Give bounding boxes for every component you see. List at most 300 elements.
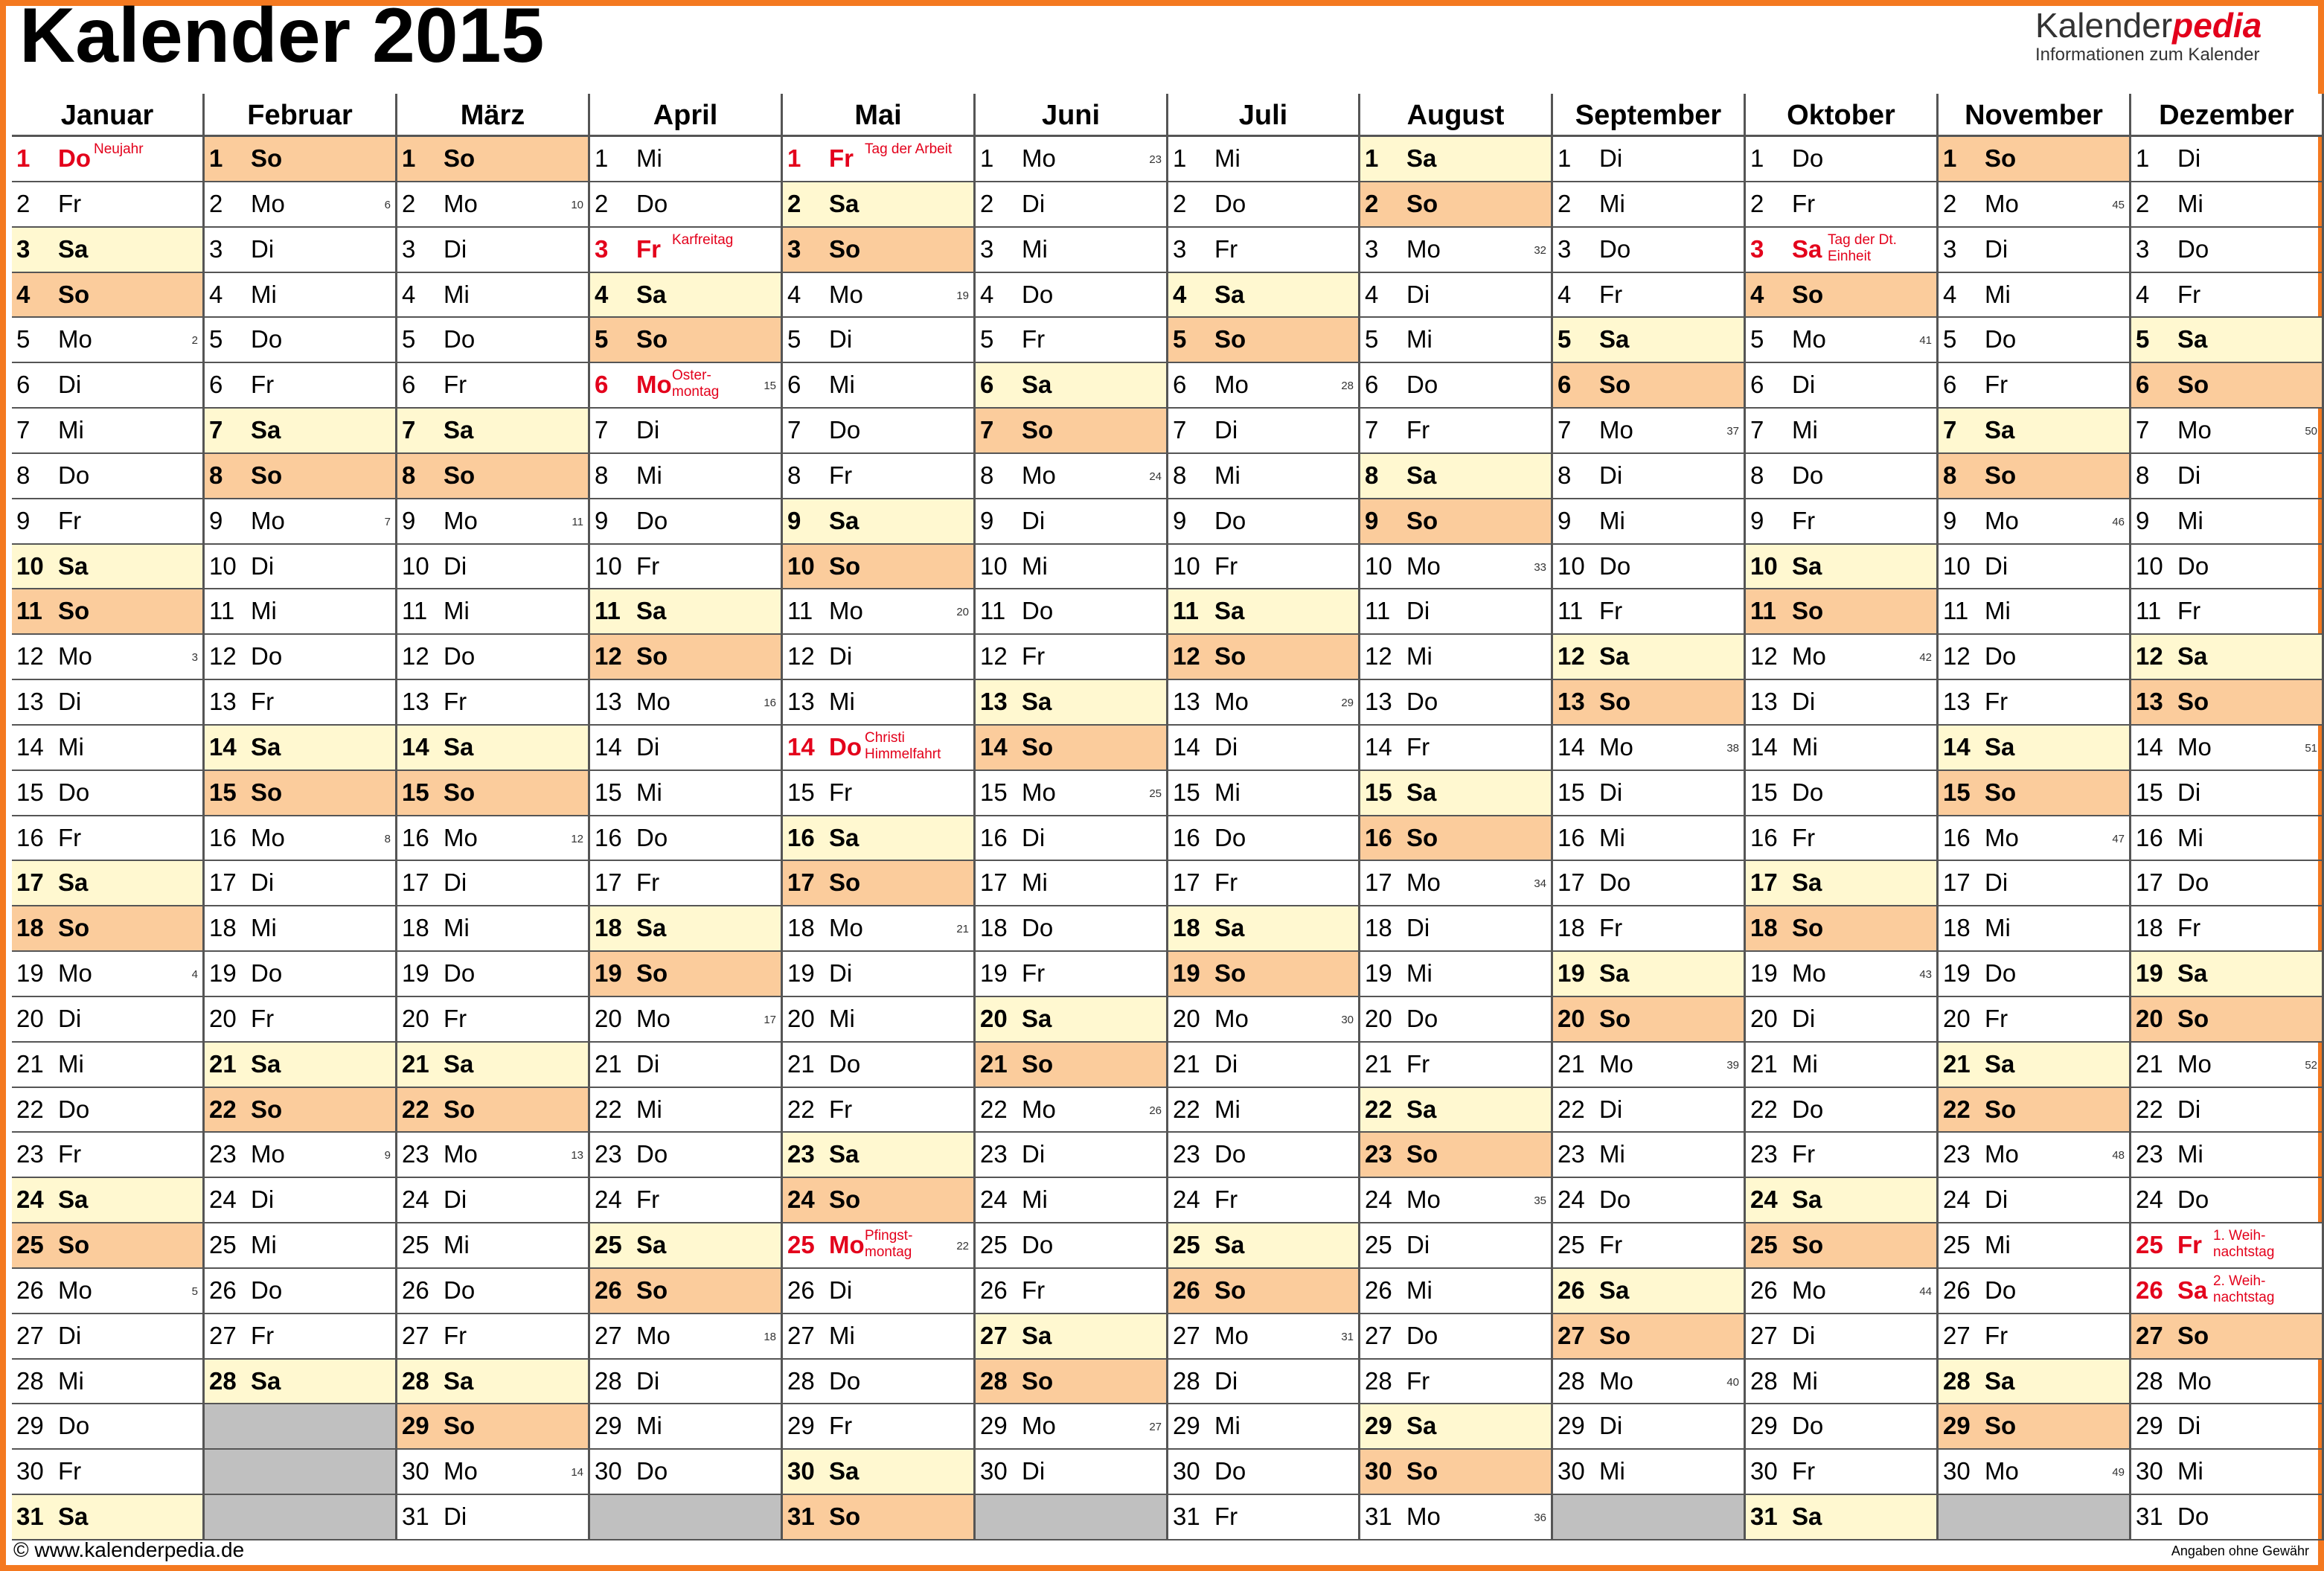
weekday-label: Di (251, 552, 275, 580)
day-number: 31 (1173, 1503, 1200, 1530)
weekday-label: Do (251, 1276, 283, 1304)
day-cell (1553, 680, 1746, 726)
weekday-label: Sa (1022, 1005, 1052, 1032)
weekday-label: Sa (1792, 1503, 1822, 1530)
day-number: 7 (1558, 416, 1572, 444)
day-number: 17 (1365, 868, 1392, 896)
day-cell (1360, 182, 1553, 228)
day-cell (1939, 1043, 2131, 1088)
day-number: 23 (1943, 1140, 1971, 1168)
day-cell (2131, 726, 2324, 771)
day-cell (1746, 680, 1939, 726)
day-number: 28 (595, 1367, 622, 1395)
day-number: 15 (16, 778, 44, 806)
weekday-label: Sa (1985, 733, 2015, 761)
day-number: 12 (209, 642, 237, 670)
day-cell (2131, 273, 2324, 318)
day-number: 4 (2136, 281, 2150, 308)
day-number: 24 (402, 1186, 429, 1213)
day-cell (783, 454, 976, 499)
day-number: 12 (2136, 642, 2163, 670)
day-number: 14 (209, 733, 237, 761)
day-number: 1 (209, 144, 223, 172)
weekday-label: Do (1985, 325, 2017, 353)
day-number: 28 (1173, 1367, 1200, 1395)
day-number: 8 (402, 461, 416, 489)
day-number: 16 (1750, 824, 1778, 851)
day-number: 14 (1173, 733, 1200, 761)
day-number: 22 (980, 1095, 1008, 1123)
day-cell (783, 589, 976, 635)
day-number: 7 (1365, 416, 1379, 444)
day-cell (1168, 952, 1360, 997)
day-number: 8 (1365, 461, 1379, 489)
day-cell (1360, 771, 1553, 816)
weekday-label: Sa (1406, 461, 1437, 489)
weekday-label: So (444, 461, 476, 489)
weekday-label: Mi (251, 281, 277, 308)
day-cell (976, 363, 1168, 409)
day-cell (205, 589, 397, 635)
day-number: 17 (595, 868, 622, 896)
day-cell (2131, 182, 2324, 228)
day-number: 15 (787, 778, 815, 806)
day-number: 23 (2136, 1140, 2163, 1168)
day-cell (1939, 816, 2131, 861)
day-cell (1553, 499, 1746, 545)
day-cell (1168, 454, 1360, 499)
weekday-label: Do (1214, 190, 1246, 217)
week-number: 23 (1149, 153, 1162, 166)
day-cell (976, 1404, 1168, 1450)
weekday-label: Mi (58, 416, 84, 444)
day-number: 10 (402, 552, 429, 580)
weekday-label: So (251, 1095, 283, 1123)
weekday-label: Do (58, 144, 91, 172)
day-number: 8 (16, 461, 31, 489)
day-number: 23 (980, 1140, 1008, 1168)
day-number: 9 (1943, 507, 1957, 534)
day-cell (1360, 816, 1553, 861)
day-cell (1746, 1269, 1939, 1314)
day-number: 5 (595, 325, 609, 353)
day-cell (783, 409, 976, 454)
day-cell (590, 1360, 783, 1404)
day-cell (205, 997, 397, 1043)
day-cell (590, 1178, 783, 1223)
week-number: 36 (1534, 1511, 1546, 1524)
holiday-name: Tag der Arbeit (865, 141, 953, 157)
day-cell (1168, 363, 1360, 409)
day-number: 21 (209, 1050, 237, 1078)
day-number: 20 (1943, 1005, 1971, 1032)
weekday-label: Mi (1022, 868, 1048, 896)
weekday-label: Di (1599, 1095, 1623, 1123)
weekday-label: Mi (1022, 552, 1048, 580)
day-number: 26 (1943, 1276, 1971, 1304)
day-cell (1168, 1088, 1360, 1133)
weekday-label: Mi (1599, 824, 1625, 851)
day-cell (1939, 1223, 2131, 1269)
day-cell (1746, 182, 1939, 228)
day-cell (976, 1178, 1168, 1223)
day-number: 22 (2136, 1095, 2163, 1123)
day-number: 25 (1365, 1231, 1392, 1258)
day-cell (590, 861, 783, 906)
day-cell (1746, 273, 1939, 318)
weekday-label: So (636, 959, 668, 987)
day-number: 9 (402, 507, 416, 534)
holiday-name: Tag der Dt. Einheit (1828, 232, 1897, 264)
weekday-label: Fr (2177, 1231, 2202, 1258)
weekday-label: Mi (58, 733, 84, 761)
day-cell (1746, 816, 1939, 861)
day-cell (1746, 1360, 1939, 1404)
day-cell (783, 1133, 976, 1178)
weekday-label: So (2177, 1005, 2209, 1032)
weekday-label: Fr (251, 688, 275, 715)
day-cell (590, 1404, 783, 1450)
weekday-label: Do (1022, 281, 1054, 308)
weekday-label: Do (636, 190, 668, 217)
day-number: 1 (1365, 144, 1379, 172)
day-cell (397, 137, 590, 182)
week-number: 17 (764, 1014, 776, 1026)
day-cell (12, 952, 205, 997)
weekday-label: Fr (1214, 1503, 1238, 1530)
day-cell (397, 1360, 590, 1404)
weekday-label: So (829, 235, 861, 263)
day-number: 28 (980, 1367, 1008, 1395)
week-number: 29 (1341, 697, 1354, 709)
day-cell (12, 635, 205, 680)
day-number: 21 (16, 1050, 44, 1078)
week-number: 10 (571, 199, 583, 211)
day-cell (205, 906, 397, 952)
weekday-label: Di (1022, 507, 1046, 534)
day-cell (1553, 1269, 1746, 1314)
weekday-label: Do (58, 778, 90, 806)
day-cell (397, 1088, 590, 1133)
day-number: 2 (209, 190, 223, 217)
day-cell (205, 1043, 397, 1088)
weekday-label: Sa (251, 1050, 281, 1078)
weekday-label: Mi (58, 1367, 84, 1395)
day-cell (1168, 1043, 1360, 1088)
day-number: 15 (402, 778, 429, 806)
day-cell (1553, 1404, 1746, 1450)
day-cell (976, 680, 1168, 726)
day-number: 20 (787, 1005, 815, 1032)
day-number: 22 (1943, 1095, 1971, 1123)
weekday-label: Di (1985, 1186, 2008, 1213)
day-cell (1360, 1133, 1553, 1178)
weekday-label: So (444, 1095, 476, 1123)
weekday-label: Di (1406, 597, 1430, 624)
day-number: 5 (787, 325, 801, 353)
weekday-label: Mi (444, 597, 470, 624)
weekday-label: Fr (251, 1322, 275, 1349)
weekday-label: Mo (1599, 1050, 1633, 1078)
weekday-label: Do (1985, 642, 2017, 670)
day-number: 8 (787, 461, 801, 489)
day-cell (205, 1088, 397, 1133)
day-number: 3 (787, 235, 801, 263)
day-number: 29 (1173, 1412, 1200, 1439)
weekday-label: Fr (829, 1095, 853, 1123)
day-number: 7 (980, 416, 994, 444)
day-number: 31 (787, 1503, 815, 1530)
day-number: 12 (1558, 642, 1585, 670)
weekday-label: Fr (444, 1005, 467, 1032)
day-cell (1168, 771, 1360, 816)
weekday-label: Sa (636, 914, 667, 941)
day-number: 25 (16, 1231, 44, 1258)
day-cell (1939, 1360, 2131, 1404)
day-number: 12 (1750, 642, 1778, 670)
weekday-label: Mo (1406, 552, 1441, 580)
weekday-label: Mo (1599, 1367, 1633, 1395)
day-number: 1 (595, 144, 609, 172)
weekday-label: Fr (1599, 914, 1623, 941)
day-number: 30 (16, 1457, 44, 1485)
weekday-label: Mo (1985, 190, 2019, 217)
day-cell (397, 1450, 590, 1495)
day-number: 12 (1943, 642, 1971, 670)
day-number: 26 (1750, 1276, 1778, 1304)
day-number: 17 (402, 868, 429, 896)
day-cell (12, 409, 205, 454)
day-number: 22 (787, 1095, 815, 1123)
weekday-label: Di (1599, 461, 1623, 489)
day-cell (12, 726, 205, 771)
weekday-label: Mi (1792, 1050, 1818, 1078)
weekday-label: Mi (636, 144, 662, 172)
weekday-label: So (58, 1231, 90, 1258)
day-number: 19 (2136, 959, 2163, 987)
week-number: 50 (2305, 425, 2317, 438)
day-number: 2 (1173, 190, 1187, 217)
day-cell (590, 273, 783, 318)
weekday-label: Mo (829, 1231, 865, 1258)
weekday-label: Fr (2177, 597, 2201, 624)
weekday-label: Sa (636, 597, 667, 624)
weekday-label: So (829, 1186, 861, 1213)
day-number: 6 (595, 371, 609, 398)
weekday-label: Mi (444, 1231, 470, 1258)
calendar-grid (12, 94, 2324, 1540)
weekday-label: Mo (1214, 688, 1249, 715)
day-number: 7 (402, 416, 416, 444)
weekday-label: Mi (1985, 1231, 2011, 1258)
day-cell (205, 1133, 397, 1178)
day-number: 11 (787, 597, 813, 624)
day-cell (976, 771, 1168, 816)
weekday-label: Do (829, 733, 862, 761)
day-cell (1553, 997, 1746, 1043)
day-cell (1360, 1043, 1553, 1088)
day-cell (590, 726, 783, 771)
weekday-label: So (444, 144, 476, 172)
weekday-label: So (1022, 416, 1054, 444)
weekday-label: Mo (444, 1140, 478, 1168)
day-number: 12 (595, 642, 622, 670)
day-number: 27 (1943, 1322, 1971, 1349)
day-cell (2131, 1043, 2324, 1088)
brand-name-main: Kalender (2035, 6, 2173, 45)
day-number: 3 (1173, 235, 1187, 263)
weekday-label: Mi (2177, 507, 2203, 534)
weekday-label: Do (1214, 507, 1246, 534)
day-number: 26 (2136, 1276, 2163, 1304)
day-cell (1168, 1269, 1360, 1314)
day-cell (1553, 1088, 1746, 1133)
day-number: 17 (209, 868, 237, 896)
day-number: 29 (980, 1412, 1008, 1439)
day-cell (1360, 726, 1553, 771)
day-number: 16 (980, 824, 1008, 851)
holiday-cell (1746, 228, 1939, 273)
day-cell (1553, 861, 1746, 906)
weekday-label: Mo (636, 1322, 670, 1349)
weekday-label: Di (58, 1005, 82, 1032)
day-number: 29 (595, 1412, 622, 1439)
weekday-label: Di (58, 371, 82, 398)
weekday-label: Mo (251, 190, 285, 217)
month-header: Juli (1168, 94, 1360, 137)
weekday-label: Mo (1792, 1276, 1826, 1304)
day-cell (783, 363, 976, 409)
day-number: 16 (402, 824, 429, 851)
day-cell (1360, 318, 1553, 363)
day-number: 19 (1365, 959, 1392, 987)
weekday-label: Di (636, 1050, 660, 1078)
day-cell (1360, 137, 1553, 182)
weekday-label: Fr (2177, 281, 2201, 308)
weekday-label: So (58, 914, 90, 941)
day-cell (976, 137, 1168, 182)
holiday-name: 1. Weih- nachtstag (2213, 1228, 2275, 1260)
weekday-label: Mo (1214, 1322, 1249, 1349)
day-number: 4 (1173, 281, 1187, 308)
month-header: März (397, 94, 590, 137)
day-cell (12, 499, 205, 545)
day-number: 10 (209, 552, 237, 580)
day-cell (397, 182, 590, 228)
weekday-label: Do (1792, 778, 1824, 806)
weekday-label: Mo (1022, 778, 1056, 806)
day-number: 7 (209, 416, 223, 444)
day-cell (590, 1088, 783, 1133)
weekday-label: Sa (58, 868, 89, 896)
day-number: 11 (402, 597, 428, 624)
weekday-label: Sa (58, 1503, 89, 1530)
day-cell (12, 680, 205, 726)
day-cell (1939, 1404, 2131, 1450)
weekday-label: Do (829, 416, 861, 444)
day-cell (976, 1088, 1168, 1133)
day-cell (1168, 1223, 1360, 1269)
weekday-label: Do (829, 1367, 861, 1395)
week-number: 24 (1149, 470, 1162, 483)
weekday-label: Do (1599, 1186, 1631, 1213)
weekday-label: Fr (58, 507, 82, 534)
weekday-label: Fr (1022, 1276, 1046, 1304)
weekday-label: Di (2177, 1412, 2201, 1439)
day-cell (1746, 499, 1939, 545)
brand-tagline: Informationen zum Kalender (2035, 45, 2260, 65)
weekday-label: Fr (58, 190, 82, 217)
weekday-label: Mi (829, 1322, 855, 1349)
day-number: 30 (1943, 1457, 1971, 1485)
weekday-label: Sa (1985, 1367, 2015, 1395)
weekday-label: Fr (1985, 1005, 2008, 1032)
day-cell (783, 1450, 976, 1495)
day-number: 13 (1558, 688, 1585, 715)
day-number: 31 (1750, 1503, 1778, 1530)
weekday-label: Mi (1985, 597, 2011, 624)
day-cell (2131, 816, 2324, 861)
day-cell (1553, 771, 1746, 816)
day-cell (1553, 906, 1746, 952)
weekday-label: Do (1406, 688, 1438, 715)
weekday-label: Mo (1985, 824, 2019, 851)
day-number: 9 (1558, 507, 1572, 534)
day-cell (1168, 861, 1360, 906)
weekday-label: Mi (1599, 190, 1625, 217)
weekday-label: Do (251, 325, 283, 353)
day-cell (1939, 1133, 2131, 1178)
day-number: 14 (1558, 733, 1585, 761)
day-number: 25 (787, 1231, 815, 1258)
day-cell (976, 1133, 1168, 1178)
weekday-label: Di (1599, 144, 1623, 172)
day-number: 19 (980, 959, 1008, 987)
weekday-label: So (636, 325, 668, 353)
weekday-label: Do (636, 824, 668, 851)
brand-name-accent: pedia (2172, 6, 2262, 45)
weekday-label: Do (1599, 235, 1631, 263)
day-number: 15 (595, 778, 622, 806)
brand-logo (2035, 6, 2311, 65)
day-cell (1360, 1223, 1553, 1269)
day-cell (205, 952, 397, 997)
weekday-label: Mo (1792, 642, 1826, 670)
weekday-label: Fr (444, 1322, 467, 1349)
day-number: 19 (595, 959, 622, 987)
weekday-label: Mi (2177, 824, 2203, 851)
weekday-label: Mo (58, 1276, 92, 1304)
day-cell (976, 499, 1168, 545)
weekday-label: Mo (829, 914, 863, 941)
weekday-label: Di (1214, 416, 1238, 444)
weekday-label: Di (2177, 461, 2201, 489)
day-number: 16 (1943, 824, 1971, 851)
week-number: 34 (1534, 877, 1546, 890)
day-cell (1939, 363, 2131, 409)
day-number: 19 (1558, 959, 1585, 987)
week-number: 9 (384, 1149, 391, 1162)
day-number: 25 (980, 1231, 1008, 1258)
day-number: 14 (1365, 733, 1392, 761)
week-number: 42 (1919, 651, 1932, 664)
weekday-label: Sa (1792, 868, 1822, 896)
day-number: 3 (980, 235, 994, 263)
day-cell (1553, 635, 1746, 680)
weekday-label: Di (636, 1367, 660, 1395)
weekday-label: So (1406, 190, 1438, 217)
day-cell (205, 816, 397, 861)
